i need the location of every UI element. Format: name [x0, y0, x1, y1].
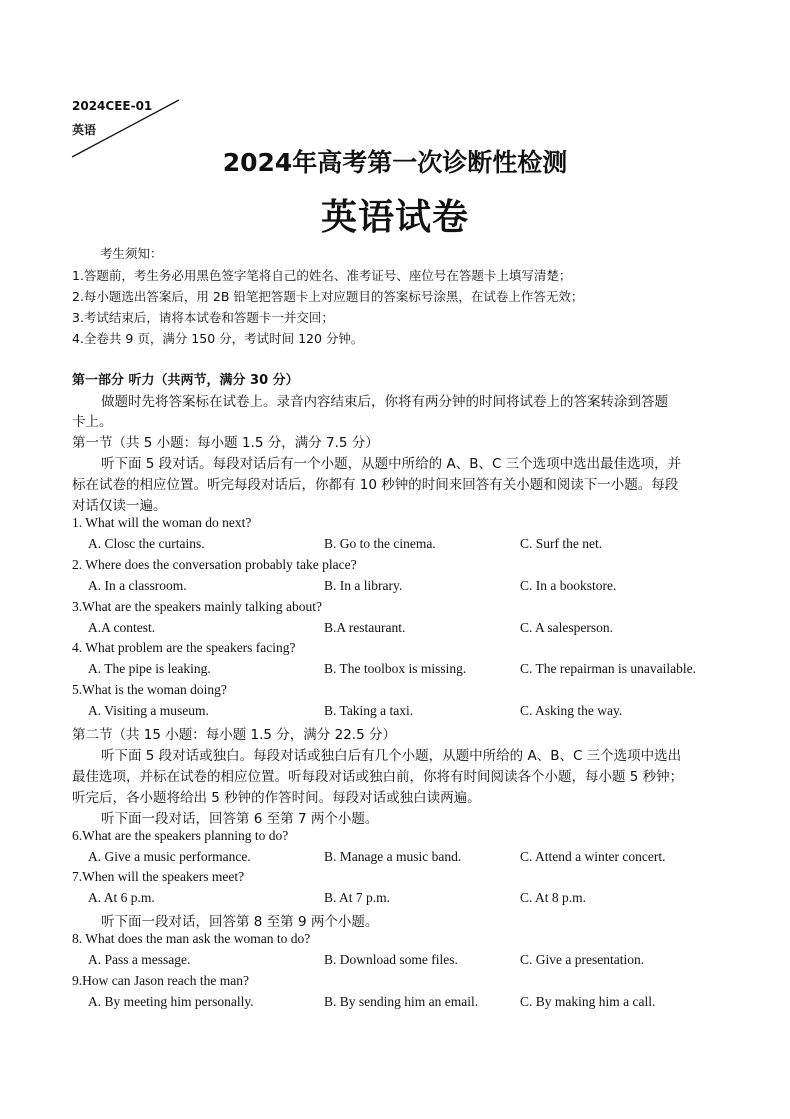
section2-intro-line: 听完后，各小题将给出 5 秒钟的作答时间。每段对话或独白读两遍。 — [72, 790, 481, 806]
section1-intro-line: 对话仅读一遍。 — [72, 498, 167, 514]
option-c: C. Asking the way. — [520, 703, 623, 718]
option-a: A. Visiting a museum. — [88, 703, 209, 718]
option-b: B. In a library. — [324, 578, 403, 593]
part1-heading: 第一部分 听力（共两节，满分 30 分） — [72, 373, 299, 388]
section2-heading: 第二节（共 15 小题：每小题 1.5 分，满分 22.5 分） — [72, 727, 396, 743]
option-a: A. Give a music performance. — [88, 849, 251, 864]
notice-item: 4.全卷共 9 页，满分 150 分，考试时间 120 分钟。 — [72, 331, 364, 346]
option-c: C. Surf the net. — [520, 536, 603, 551]
exam-title: 2024年高考第一次诊断性检测 — [222, 148, 568, 177]
option-c: C. Attend a winter concert. — [520, 849, 666, 864]
option-c: C. At 8 p.m. — [520, 890, 587, 905]
question-stem: 8. What does the man ask the woman to do? — [72, 931, 311, 946]
option-a: A. The pipe is leaking. — [88, 661, 211, 676]
dialog-instruction: 听下面一段对话，回答第 8 至第 9 两个小题。 — [101, 914, 379, 930]
question-stem: 7.When will the speakers meet? — [72, 869, 245, 884]
option-c: C. The repairman is unavailable. — [520, 661, 696, 676]
question-stem: 3.What are the speakers mainly talking about? — [72, 599, 323, 614]
section1-intro-line: 听下面 5 段对话。每段对话后有一个小题，从题中所给的 A、B、C 三个选项中选出最佳选项，并 — [101, 456, 682, 472]
question-stem: 1. What will the woman do next? — [72, 515, 252, 530]
exam-subtitle: 英语试卷 — [320, 197, 469, 238]
section1-intro-line: 标在试卷的相应位置。听完每段对话后，你都有 10 秒钟的时间来回答有关小题和阅读下一小题。每段 — [72, 477, 679, 493]
option-b: B. At 7 p.m. — [324, 890, 391, 905]
question-stem: 5.What is the woman doing? — [72, 682, 227, 697]
option-b: B. By sending him an email. — [324, 994, 479, 1009]
option-c: C. In a bookstore. — [520, 578, 617, 593]
option-c: C. Give a presentation. — [520, 952, 645, 967]
option-a: A. Pass a message. — [88, 952, 191, 967]
option-a: A. Closc the curtains. — [88, 536, 205, 551]
question-stem: 4. What problem are the speakers facing? — [72, 640, 296, 655]
notice-item: 3.考试结束后，请将本试卷和答题卡一并交回； — [72, 310, 334, 325]
notice-heading: 考生须知： — [100, 246, 163, 261]
section2-intro-line: 最佳选项，并标在试卷的相应位置。听每段对话或独白前，你将有时间阅读各个小题，每小题 5 秒钟； — [72, 769, 684, 785]
notice-item: 2.每小题选出答案后，用 2B 铅笔把答题卡上对应题目的答案标号涂黑，在试卷上作答无效； — [72, 289, 584, 304]
option-a: A. In a classroom. — [88, 578, 187, 593]
option-b: B. Go to the cinema. — [324, 536, 436, 551]
option-a: A.A contest. — [88, 620, 156, 635]
subject-label: 英语 — [72, 123, 97, 137]
question-stem: 2. Where does the conversation probably take place? — [72, 557, 357, 572]
option-a: A. By meeting him personally. — [88, 994, 254, 1009]
option-b: B. The toolbox is missing. — [324, 661, 467, 676]
section2-intro-line: 听下面 5 段对话或独白。每段对话或独白后有几个小题，从题中所给的 A、B、C 三个选项中选出 — [101, 748, 682, 764]
question-stem: 9.How can Jason reach the man? — [72, 973, 249, 988]
option-c: C. By making him a call. — [520, 994, 656, 1009]
option-a: A. At 6 p.m. — [88, 890, 155, 905]
question-stem: 6.What are the speakers planning to do? — [72, 828, 289, 843]
part1-intro-line: 做题时先将答案标在试卷上。录音内容结束后，你将有两分钟的时间将试卷上的答案转涂到答题 — [101, 394, 668, 410]
part1-intro-line: 卡上。 — [72, 414, 113, 430]
notice-item: 1.答题前，考生务必用黑色签字笔将自己的姓名、准考证号、座位号在答题卡上填写清楚； — [72, 268, 572, 283]
dialog-instruction: 听下面一段对话，回答第 6 至第 7 两个小题。 — [101, 811, 379, 827]
option-b: B. Download some files. — [324, 952, 458, 967]
option-b: B. Taking a taxi. — [324, 703, 414, 718]
exam-code: 2024CEE-01 — [72, 99, 153, 113]
option-b: B.A restaurant. — [324, 620, 406, 635]
option-b: B. Manage a music band. — [324, 849, 462, 864]
option-c: C. A salesperson. — [520, 620, 613, 635]
section1-heading: 第一节（共 5 小题：每小题 1.5 分，满分 7.5 分） — [72, 435, 379, 451]
